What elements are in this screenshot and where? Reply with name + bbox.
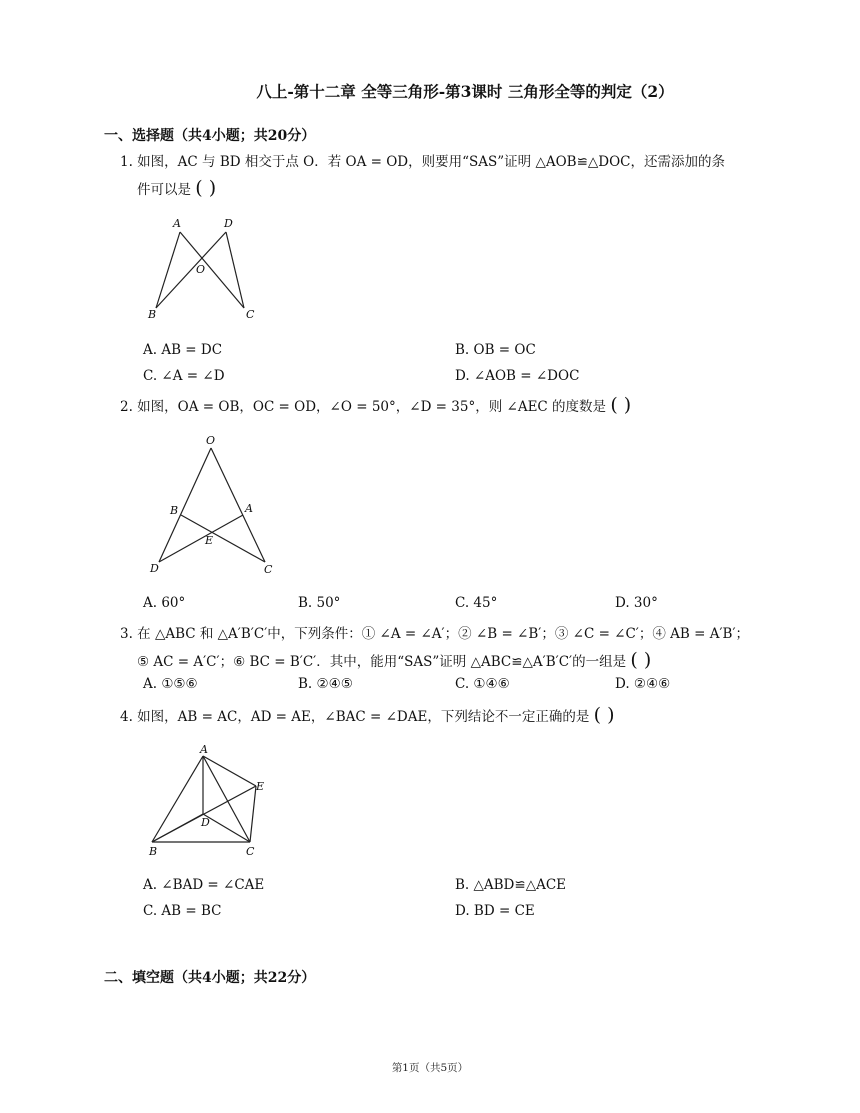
q4-option-d[interactable]: D. BD = CE	[455, 903, 535, 919]
label-E: E	[256, 780, 265, 793]
answer-paren[interactable]: ( )	[195, 177, 217, 199]
q2-option-c[interactable]: C. 45°	[455, 595, 498, 611]
label-C: C	[264, 563, 273, 576]
label-B: B	[170, 504, 179, 517]
question-1-text-cont	[137, 178, 216, 200]
question-4-text	[120, 705, 615, 727]
q1-option-d[interactable]: D. ∠AOB = ∠DOC	[455, 368, 580, 384]
question-2-text	[120, 395, 631, 417]
label-B: B	[149, 845, 158, 858]
question-3-line2: ⑤ AC = A′C′；⑥ BC = B′C′．其中，能用“SAS”证明 △ABC≌△A′B′C′的一组是	[137, 654, 627, 670]
q2-option-d[interactable]: D. 30°	[615, 595, 658, 611]
question-1-text: 1. 如图，AC 与 BD 相交于点 O．若 OA = OD，则要用“SAS”证明 △AOB≌△DOC，还需添加的条	[120, 154, 725, 170]
label-O: O	[196, 263, 206, 276]
answer-paren[interactable]: ( )	[593, 704, 615, 726]
q1-option-a[interactable]: A. AB = DC	[143, 342, 223, 358]
answer-paren[interactable]: ( )	[610, 394, 632, 416]
q4-option-c[interactable]: C. AB = BC	[143, 903, 222, 919]
figure-q4	[140, 738, 280, 863]
q3-option-c[interactable]: C. ①④⑥	[455, 676, 510, 692]
label-A: A	[245, 502, 253, 515]
q1-option-b[interactable]: B. OB = OC	[455, 342, 536, 358]
q3-option-a[interactable]: A. ①⑤⑥	[143, 676, 198, 692]
label-C: C	[246, 308, 255, 321]
section-heading-fill: 二、填空题（共4小题；共22分）	[104, 970, 316, 986]
question-1-text-line2: 件可以是	[137, 182, 191, 198]
q4-option-b[interactable]: B. △ABD≌△ACE	[455, 877, 567, 893]
q4-option-a[interactable]: A. ∠BAD = ∠CAE	[143, 877, 265, 893]
label-A: A	[200, 743, 208, 756]
q2-option-b[interactable]: B. 50°	[298, 595, 341, 611]
label-D: D	[201, 816, 210, 829]
question-2-line1: 2. 如图，OA = OB，OC = OD，∠O = 50°，∠D = 35°，则 ∠AEC 的度数是	[120, 399, 607, 415]
q1-option-c[interactable]: C. ∠A = ∠D	[143, 368, 225, 384]
page-title: 八上-第十二章 全等三角形-第3课时 三角形全等的判定（2）	[256, 82, 674, 101]
q3-option-d[interactable]: D. ②④⑥	[615, 676, 671, 692]
question-3-text: 3. 在 △ABC 和 △A′B′C′中，下列条件：① ∠A = ∠A′；② ∠B = ∠B′；③ ∠C = ∠C′；④ AB = A′B′；	[120, 626, 750, 642]
label-O: O	[206, 434, 216, 447]
label-A: A	[173, 217, 181, 230]
label-D: D	[224, 217, 233, 230]
figure-q1	[140, 212, 270, 327]
label-C: C	[246, 845, 255, 858]
label-E: E	[205, 534, 214, 547]
figure-q2	[140, 430, 290, 580]
q3-option-b[interactable]: B. ②④⑤	[298, 676, 353, 692]
answer-paren[interactable]: ( )	[630, 649, 652, 671]
question-4-line1: 4. 如图，AB = AC，AD = AE，∠BAC = ∠DAE，下列结论不一定正确的是	[120, 709, 590, 725]
question-3-text-cont	[137, 650, 651, 672]
label-B: B	[148, 308, 157, 321]
page-footer: 第1页（共5页）	[391, 1062, 469, 1074]
label-D: D	[150, 562, 159, 575]
section-heading-choice: 一、选择题（共4小题；共20分）	[104, 128, 316, 144]
q2-option-a[interactable]: A. 60°	[143, 595, 186, 611]
